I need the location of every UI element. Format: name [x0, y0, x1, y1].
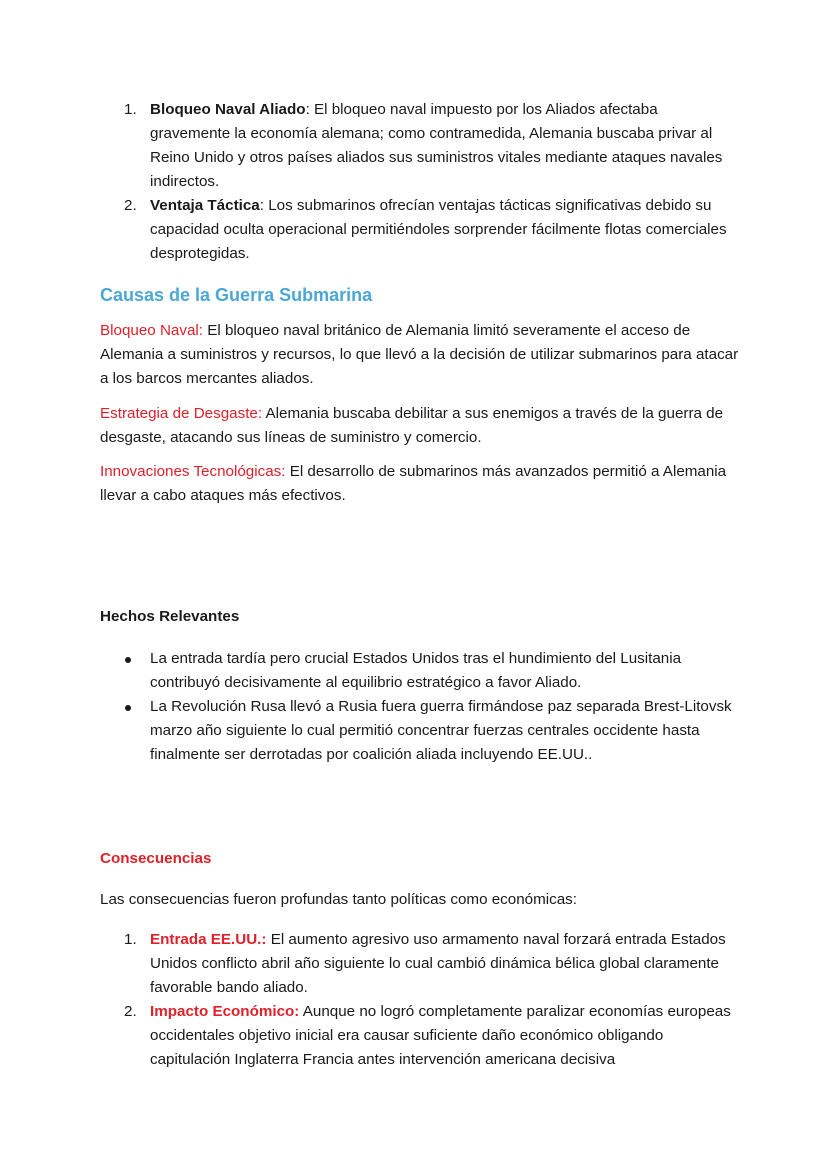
separator: :: [305, 101, 310, 118]
cause-term: Bloqueo Naval:: [100, 322, 204, 339]
cause-paragraph: [100, 319, 740, 391]
list-item: [100, 1000, 740, 1072]
facts-bullet-list: [100, 647, 740, 767]
consequences-numbered-list: [100, 928, 740, 1072]
list-number: 1.: [124, 101, 137, 118]
list-term: Entrada EE.UU.:: [150, 931, 267, 948]
cause-paragraph: [100, 460, 740, 508]
list-text: El aumento agresivo uso armamento naval forzará entrada Estados Unidos conflicto abril año siguiente lo cual cambió dinámica bélica global claramente favorable bando aliado.: [150, 931, 726, 996]
list-text: Aunque no logró completamente paralizar economías europeas occidentales objetivo inicial era causar suficiente daño económico obligando capitulación Inglaterra Francia antes intervención americana decisiva: [150, 1003, 731, 1068]
list-text: Los submarinos ofrecían ventajas tácticas significativas debido su capacidad oculta operacional permitiéndoles sorprender fácilmente flotas comerciales desprotegidas.: [150, 197, 727, 262]
cause-text: Alemania buscaba debilitar a sus enemigos a través de la guerra de desgaste, atacando sus líneas de suministro y comercio.: [100, 405, 724, 446]
cause-text: El bloqueo naval británico de Alemania limitó severamente el acceso de Alemania a suministros y recursos, lo que llevó a la decisión de utilizar submarinos para atacar a los barcos mercantes aliados.: [100, 322, 739, 387]
bullet-icon: [125, 657, 131, 663]
cause-term: Innovaciones Tecnológicas:: [100, 463, 286, 480]
list-item: [100, 928, 740, 1000]
list-term: Ventaja Táctica: [150, 197, 260, 214]
section-heading-consequences: Consecuencias: [100, 850, 212, 867]
list-number: 2.: [124, 1003, 137, 1020]
cause-paragraph: [100, 402, 740, 450]
separator: :: [259, 197, 264, 214]
section-heading-causes: Causas de la Guerra Submarina: [100, 285, 373, 305]
list-term: Bloqueo Naval Aliado: [150, 101, 306, 118]
list-text: La Revolución Rusa llevó a Rusia fuera guerra firmándose paz separada Brest-Litovsk marzo año siguiente lo cual permitió concentrar fuerzas centrales occidente hasta finalmente ser derrotadas por coalición aliada incluyendo EE.UU..: [150, 698, 732, 763]
list-item: [100, 695, 740, 767]
section-heading-facts: Hechos Relevantes: [100, 608, 240, 625]
list-term: Impacto Económico:: [150, 1003, 300, 1020]
list-item: [100, 98, 740, 194]
list-text: El bloqueo naval impuesto por los Aliados afectaba gravemente la economía alemana; como contramedida, Alemania buscaba privar al Reino Unido y otros países aliados sus suministros vitales mediante ataques navales indirectos.: [150, 101, 723, 190]
bullet-icon: [125, 705, 131, 711]
intro-numbered-list: [100, 98, 740, 266]
list-item: [100, 194, 740, 266]
consequences-intro: Las consecuencias fueron profundas tanto políticas como económicas:: [100, 891, 577, 908]
list-item: [100, 647, 740, 695]
cause-term: Estrategia de Desgaste:: [100, 405, 263, 422]
list-number: 1.: [124, 931, 137, 948]
list-text: La entrada tardía pero crucial Estados Unidos tras el hundimiento del Lusitania contribuyó decisivamente al equilibrio estratégico a favor Aliado.: [150, 650, 682, 691]
list-number: 2.: [124, 197, 137, 214]
cause-text: El desarrollo de submarinos más avanzados permitió a Alemania llevar a cabo ataques más efectivos.: [100, 463, 727, 504]
